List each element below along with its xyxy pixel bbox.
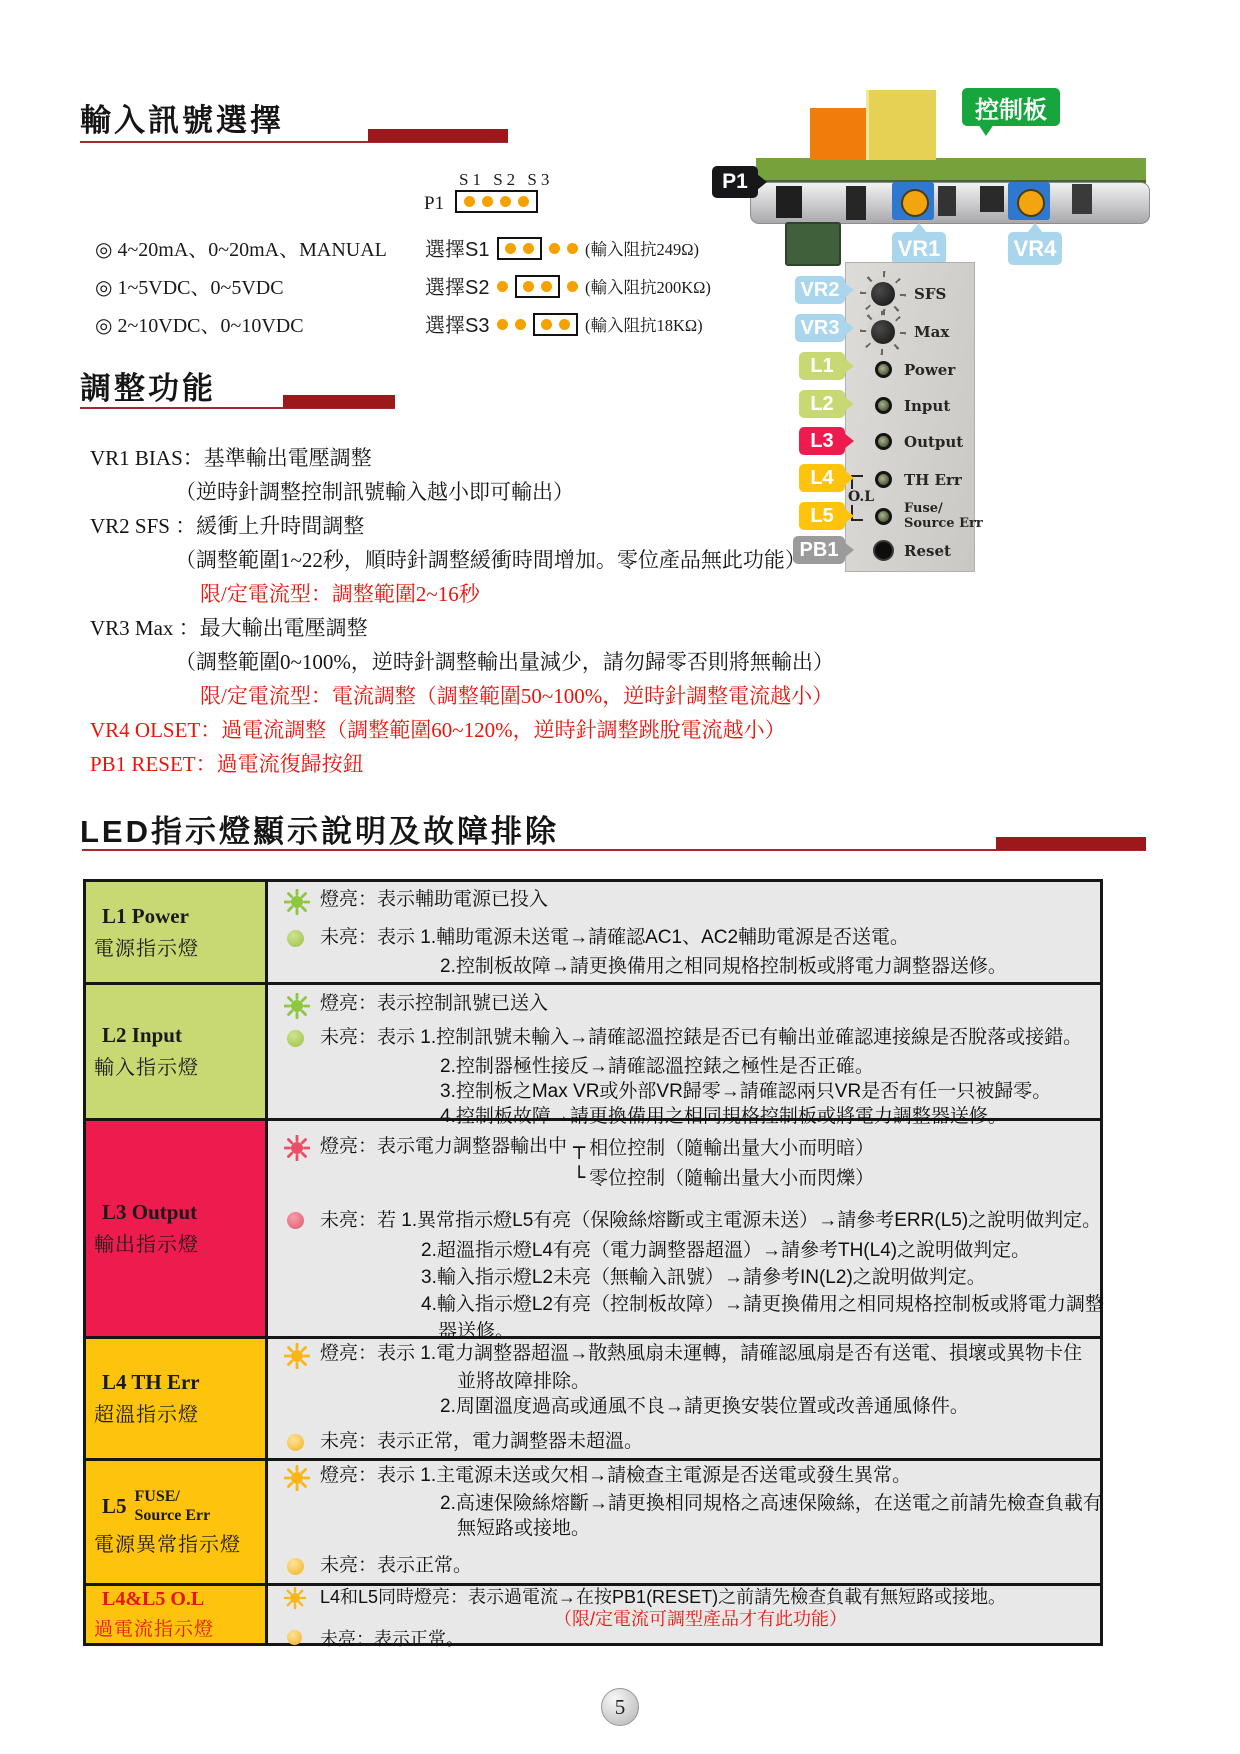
led-troubleshooting-table bbox=[83, 879, 1104, 1649]
board-component bbox=[846, 186, 866, 220]
control-board-photo bbox=[680, 82, 1180, 282]
row-label-cell bbox=[86, 1586, 268, 1643]
jumper-diagram-s1 bbox=[497, 233, 578, 263]
sfs-label: SFS bbox=[914, 285, 947, 303]
row-desc-cell bbox=[268, 1339, 1100, 1458]
table-row-l3 bbox=[86, 1118, 1104, 1342]
zero-control-text: 零位控制（隨輸出量大小而閃爍） bbox=[589, 1168, 875, 1189]
jumper-diagram-s3 bbox=[497, 309, 578, 339]
vr1-tag: VR1 bbox=[892, 232, 946, 265]
bracket-bottom-icon: └ bbox=[573, 1165, 586, 1189]
green-connector bbox=[785, 222, 841, 266]
board-component bbox=[980, 186, 1004, 212]
title-bar bbox=[368, 129, 508, 142]
power-label: Power bbox=[904, 361, 956, 379]
input-led bbox=[875, 397, 892, 414]
vr2-sfs-note: （調整範圍1~22秒，順時針調整緩衝時間增加。零位產品無此功能） bbox=[175, 548, 806, 572]
off-text: 3.輸入指示燈L2未亮（無輸入訊號）→請參考IN(L2)之說明做判定。 bbox=[421, 1267, 986, 1288]
ol-label: O.L bbox=[848, 489, 875, 505]
off-text: 2.超溫指示燈L4有亮（電力調整器超溫）→請參考TH(L4)之說明做判定。 bbox=[421, 1240, 1031, 1261]
table-row-l2 bbox=[86, 982, 1100, 1127]
off-text: 4.控制板故障→請更換備用之相同規格控制板或將電力調整器送修。 bbox=[440, 1106, 1007, 1127]
table-row-l1 bbox=[86, 882, 1100, 982]
off-text: 未亮：若 1.異常指示燈L5有亮（保險絲熔斷或主電源未送）→請參考ERR(L5)之說明做判定。 bbox=[320, 1210, 1102, 1231]
vr1-trimmer bbox=[892, 182, 934, 220]
off-text: 2.控制器極性接反→請確認溫控錶之極性是否正確。 bbox=[440, 1056, 874, 1077]
off-text: 3.控制板之Max VR或外部VR歸零→請確認兩只VR是否有任一只被歸零。 bbox=[440, 1081, 1052, 1102]
vr2-current-note: 限/定電流型：調整範圍2~16秒 bbox=[200, 582, 480, 606]
p1-header-label: P1 bbox=[424, 193, 445, 214]
off-text: 未亮：表示正常。 bbox=[320, 1629, 464, 1649]
row-label-zh: 超溫指示燈 bbox=[94, 1404, 199, 1426]
row-label-cell bbox=[86, 882, 268, 982]
pb1-tag: PB1 bbox=[793, 536, 845, 564]
row-label-en: L1 Power bbox=[102, 903, 189, 928]
board-component bbox=[776, 186, 802, 218]
vr1-bias-note: （逆時針調整控制訊號輸入越小即可輸出） bbox=[175, 480, 574, 504]
vr2-tag: VR2 bbox=[795, 276, 845, 304]
row-label-en2: Source Err bbox=[134, 1507, 211, 1524]
signal-option-label: ◎ 2~10VDC、0~10VDC bbox=[95, 315, 304, 337]
page-number-text: 5 bbox=[614, 1694, 626, 1719]
on-text: 燈亮：表示 1.主電源未送或欠相→請檢查主電源是否送電或發生異常。 bbox=[320, 1465, 912, 1486]
l2-tag: L2 bbox=[799, 390, 845, 418]
row-label-en: L2 Input bbox=[102, 1023, 182, 1047]
title-bar bbox=[283, 395, 395, 408]
row-label-prefix: L5 bbox=[102, 1493, 127, 1518]
pin-dot bbox=[464, 196, 475, 207]
vr3-max-note: （調整範圍0~100%，逆時針調整輸出量減少，請勿歸零否則將無輸出） bbox=[175, 650, 834, 674]
row-label-en: L4 TH Err bbox=[102, 1370, 200, 1394]
sfs-knob bbox=[871, 282, 895, 306]
output-label: Output bbox=[904, 433, 964, 451]
max-label: Max bbox=[914, 323, 950, 341]
l3-tag: L3 bbox=[799, 427, 845, 455]
source-err-label: Source Err bbox=[904, 516, 983, 531]
l4-tag: L4 bbox=[799, 464, 845, 492]
jumper-cap bbox=[533, 313, 578, 336]
on-text: L4和L5同時燈亮：表示過電流→在按PB1(RESET)之前請先檢查負載有無短路或接地。 bbox=[320, 1587, 1007, 1607]
max-knob bbox=[871, 320, 895, 344]
row-desc-cell bbox=[268, 985, 1100, 1127]
vr4-olset-line: VR4 OLSET：過電流調整（調整範圍60~120%，逆時針調整跳脫電流越小） bbox=[90, 718, 786, 742]
row-label-zh: 過電流指示燈 bbox=[94, 1619, 215, 1640]
power-led bbox=[875, 361, 892, 378]
row-label-en: L3 Output bbox=[102, 1200, 198, 1224]
led-off-icon bbox=[284, 1553, 320, 1582]
l5-tag: L5 bbox=[799, 502, 845, 530]
on-text: 燈亮：表示控制訊號已送入 bbox=[320, 993, 549, 1014]
row-label-cell bbox=[86, 985, 268, 1118]
reset-label: Reset bbox=[904, 542, 951, 560]
control-board-tag: 控制板 bbox=[962, 88, 1060, 126]
impedance-label: (輸入阻抗249Ω) bbox=[585, 240, 700, 259]
impedance-label: (輸入阻抗18KΩ) bbox=[585, 316, 703, 335]
signal-option-label: ◎ 1~5VDC、0~5VDC bbox=[95, 277, 284, 299]
adjust-function-list bbox=[90, 441, 1070, 781]
select-s1-label: 選擇S1 bbox=[425, 239, 490, 261]
select-s3-label: 選擇S3 bbox=[425, 315, 490, 337]
led-off-icon bbox=[284, 1025, 320, 1054]
select-s2-label: 選擇S2 bbox=[425, 277, 490, 299]
vr2-sfs-line: VR2 SFS ：緩衝上升時間調整 bbox=[90, 514, 365, 538]
phase-control-text: 相位控制（隨輸出量大小而明暗） bbox=[589, 1138, 875, 1159]
signal-option-label: ◎ 4~20mA、0~20mA、MANUAL bbox=[95, 239, 387, 261]
row-label-cell bbox=[86, 1121, 268, 1336]
led-on-icon bbox=[284, 1587, 320, 1609]
pin-dot bbox=[482, 196, 493, 207]
pin-header-labels: S1 S2 S3 bbox=[459, 170, 554, 189]
on-text: 並將故障排除。 bbox=[457, 1371, 591, 1392]
jumper-cap bbox=[515, 275, 560, 298]
table-row-l4l5 bbox=[86, 1583, 1100, 1649]
led-off-icon bbox=[284, 1629, 320, 1649]
off-text: 4.輸入指示燈L2有亮（控制板故障）→請更換備用之相同規格控制板或將電力調整 bbox=[421, 1294, 1104, 1315]
l1-tag: L1 bbox=[799, 352, 845, 380]
vr1-bias-line: VR1 BIAS：基準輸出電壓調整 bbox=[90, 446, 372, 470]
on-text: 無短路或接地。 bbox=[457, 1518, 591, 1539]
row-label-zh: 輸入指示燈 bbox=[94, 1057, 199, 1079]
on-text: 2.高速保險絲熔斷→請更換相同規格之高速保險絲，在送電之前請先檢查負載有 bbox=[440, 1493, 1102, 1514]
led-off-icon bbox=[284, 1207, 320, 1237]
led-on-icon bbox=[284, 887, 320, 915]
board-component bbox=[938, 186, 956, 216]
led-off-icon bbox=[284, 1429, 320, 1458]
pin-dot bbox=[500, 196, 511, 207]
on-text: 燈亮：表示 1.電力調整器超溫→散熱風扇未運轉，請確認風扇是否有送電、損壞或異物卡住 bbox=[320, 1343, 1083, 1364]
control-mode-bracket bbox=[567, 1133, 874, 1193]
p1-pin-header bbox=[455, 190, 538, 213]
title-bar bbox=[996, 837, 1146, 850]
max-knob-ticks bbox=[860, 309, 906, 355]
section-title-led: LED指示燈顯示說明及故障排除 bbox=[80, 814, 559, 849]
section-title-input-signal: 輸入訊號選擇 bbox=[80, 103, 284, 138]
off-text: 未亮：表示 1.輔助電源未送電→請確認AC1、AC2輔助電源是否送電。 bbox=[320, 927, 910, 948]
table-row-l5 bbox=[86, 1458, 1100, 1583]
section-title-adjust: 調整功能 bbox=[80, 371, 216, 406]
p1-tag: P1 bbox=[712, 166, 758, 198]
row-desc-cell bbox=[268, 882, 1100, 982]
row-label-en1: FUSE/ bbox=[134, 1488, 180, 1505]
row-desc-cell bbox=[268, 1121, 1114, 1342]
off-text: 器送修。 bbox=[438, 1321, 515, 1342]
board-component bbox=[1072, 184, 1092, 214]
pb1-reset-line: PB1 RESET：過電流復歸按鈕 bbox=[90, 752, 364, 776]
input-label: Input bbox=[904, 397, 951, 415]
on-text: 燈亮：表示輔助電源已投入 bbox=[320, 889, 549, 910]
led-on-icon bbox=[284, 1341, 320, 1369]
pin-dot bbox=[518, 196, 529, 207]
jumper-diagram-s2 bbox=[497, 271, 578, 301]
led-on-icon bbox=[284, 991, 320, 1019]
orange-component bbox=[810, 108, 866, 160]
row-label-cell bbox=[86, 1461, 268, 1583]
jumper-cap bbox=[497, 237, 542, 260]
impedance-label: (輸入阻抗200KΩ) bbox=[585, 278, 711, 297]
row-desc-cell bbox=[268, 1461, 1112, 1583]
vr4-tag: VR4 bbox=[1008, 232, 1062, 265]
title-rule bbox=[82, 849, 1146, 851]
row-label-en: L4&L5 O.L bbox=[102, 1588, 205, 1610]
led-off-icon bbox=[284, 925, 320, 954]
led-on-icon bbox=[284, 1463, 320, 1491]
led-on-icon bbox=[284, 1133, 320, 1161]
vr3-current-note: 限/定電流型：電流調整（調整範圍50~100%，逆時針調整電流越小） bbox=[200, 684, 834, 708]
fuse-label: Fuse/ bbox=[904, 501, 943, 516]
off-text: 2.控制板故障→請更換備用之相同規格控制板或將電力調整器送修。 bbox=[440, 956, 1007, 977]
yellow-component bbox=[866, 90, 936, 160]
on-text: 2.周圍溫度過高或通風不良→請更換安裝位置或改善通風條件。 bbox=[440, 1396, 969, 1417]
off-text: 未亮：表示正常。 bbox=[320, 1555, 473, 1576]
row-label-zh: 電源指示燈 bbox=[94, 937, 199, 960]
row-label-cell bbox=[86, 1339, 268, 1458]
bracket-top-icon: ┬ bbox=[573, 1135, 586, 1159]
signal-option-row bbox=[0, 309, 1240, 339]
pcb-strip bbox=[756, 158, 1146, 184]
limit-note: （限/定電流可調型產品才有此功能） bbox=[554, 1609, 847, 1629]
th-err-label: TH Err bbox=[904, 471, 962, 489]
off-text: 未亮：表示正常，電力調整器未超溫。 bbox=[320, 1431, 644, 1452]
row-desc-cell bbox=[268, 1586, 1100, 1649]
vr4-trimmer bbox=[1008, 182, 1050, 220]
row-label-zh: 電源異常指示燈 bbox=[94, 1534, 241, 1556]
vr3-tag: VR3 bbox=[795, 314, 845, 342]
row-label-zh: 輸出指示燈 bbox=[94, 1234, 199, 1256]
off-text: 未亮：表示 1.控制訊號未輸入→請確認溫控錶是否已有輸出並確認連接線是否脫落或接錯。 bbox=[320, 1027, 1083, 1048]
on-text: 燈亮：表示電力調整器輸出中 bbox=[320, 1136, 568, 1157]
vr3-max-line: VR3 Max ：最大輸出電壓調整 bbox=[90, 616, 368, 640]
page-number bbox=[601, 1688, 639, 1726]
table-row-l4 bbox=[86, 1336, 1100, 1458]
